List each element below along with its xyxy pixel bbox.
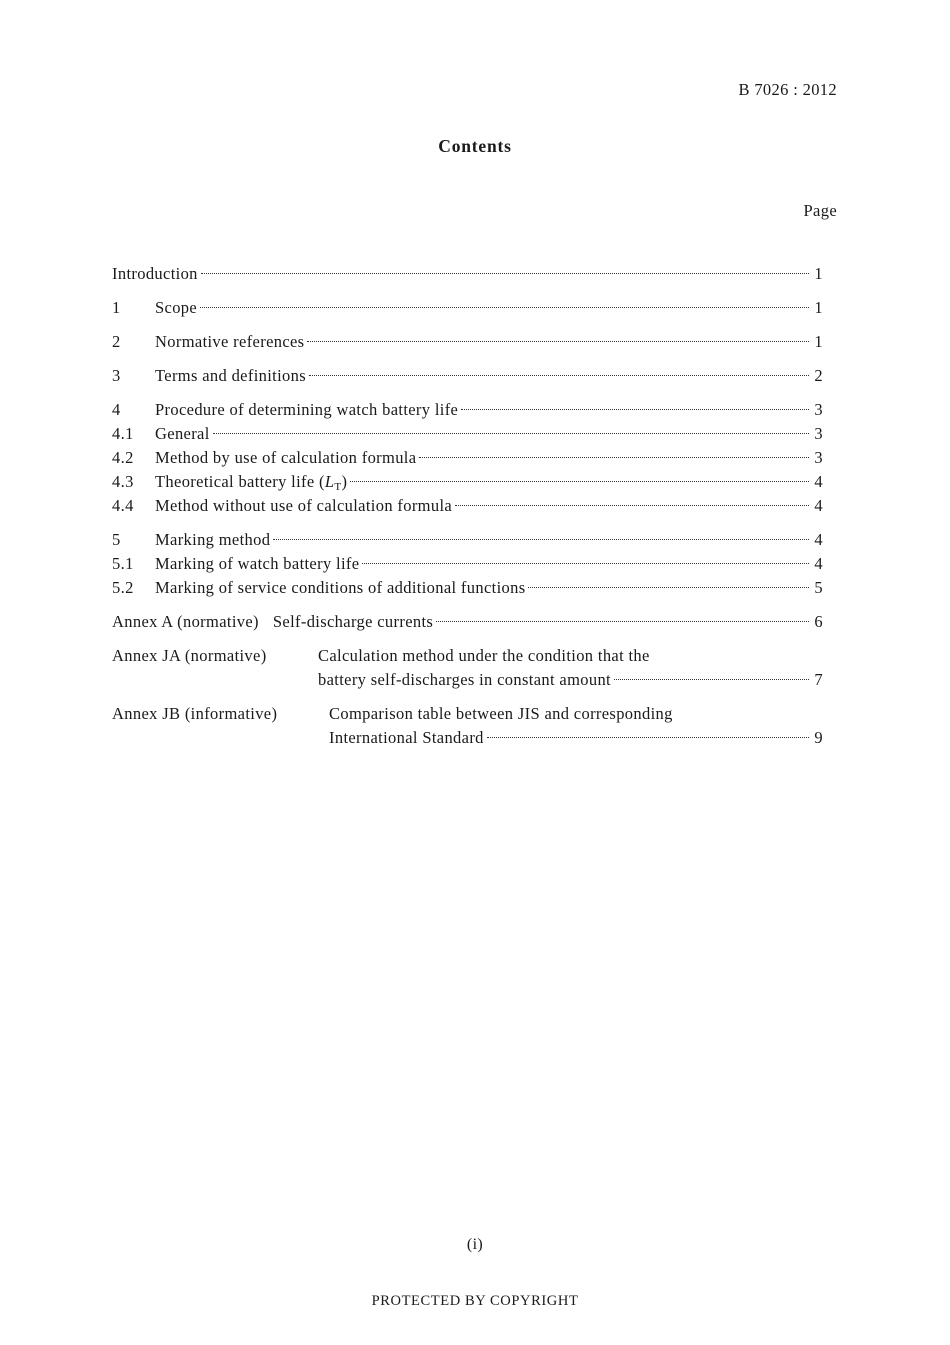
toc-entry-page: 5	[814, 578, 823, 597]
toc-entry-number: 2	[112, 332, 121, 351]
toc-entry-title-line2: International Standard	[329, 728, 484, 747]
toc-entry-page: 3	[814, 424, 823, 443]
dot-leader	[201, 273, 809, 274]
toc-entry-title: Marking of service conditions of additional functions	[155, 578, 526, 597]
toc-entry-page: 1	[814, 264, 823, 283]
toc-entry-number: 4.3	[112, 472, 134, 491]
dot-leader	[455, 505, 809, 506]
dot-leader	[350, 481, 809, 482]
toc-entry-title: Self-discharge currents	[272, 612, 434, 631]
toc-entry-page: 4	[814, 554, 823, 573]
toc-entry-1[interactable]	[112, 296, 823, 320]
dot-leader	[309, 375, 809, 376]
toc-entry-page: 4	[814, 530, 823, 549]
toc-entry-number: 3	[112, 366, 121, 385]
copyright-notice: PROTECTED BY COPYRIGHT	[371, 1293, 579, 1309]
toc-entry-title: Introduction	[112, 264, 198, 283]
annex-label: Annex JB (informative)	[112, 704, 278, 723]
toc-entry-page: 1	[814, 332, 823, 351]
toc-entry-page: 3	[814, 448, 823, 467]
toc-entry-4[interactable]	[112, 398, 823, 422]
dot-leader	[487, 737, 809, 738]
subscript-t: T	[334, 481, 342, 493]
toc-entry-title: Procedure of determining watch battery life	[155, 400, 459, 419]
toc-entry-4-1[interactable]	[112, 422, 823, 446]
toc-entry-page: 2	[814, 366, 823, 385]
toc-entry-4-3[interactable]	[112, 470, 823, 494]
toc-entry-5-2[interactable]	[112, 576, 823, 600]
toc-entry-5[interactable]	[112, 528, 823, 552]
toc-entry-4-2[interactable]	[112, 446, 823, 470]
page-column-label: Page	[803, 201, 837, 220]
toc-entry-title: Method by use of calculation formula	[155, 448, 417, 467]
toc-entry-number: 4	[112, 400, 121, 419]
toc-entry-title: Marking method	[155, 530, 271, 549]
toc-entry-3[interactable]	[112, 364, 823, 388]
dot-leader	[461, 409, 809, 410]
dot-leader	[273, 539, 809, 540]
symbol-l: L	[324, 472, 335, 491]
toc-entry-title-text: Theoretical battery life (	[155, 472, 325, 491]
toc-entry-number: 4.1	[112, 424, 134, 443]
toc-entry-4-4[interactable]	[112, 494, 823, 518]
toc-entry-title	[155, 470, 347, 496]
toc-entry-title: Marking of watch battery life	[155, 554, 360, 573]
toc-entry-title-line1: Calculation method under the condition that the	[318, 646, 650, 665]
dot-leader	[307, 341, 809, 342]
annex-label: Annex A (normative)	[112, 612, 259, 631]
toc-entry-number: 5.1	[112, 554, 134, 573]
table-of-contents	[112, 262, 823, 750]
toc-entry-number: 4.4	[112, 496, 134, 515]
dot-leader	[436, 621, 809, 622]
dot-leader	[614, 679, 809, 680]
toc-entry-page: 9	[814, 728, 823, 747]
toc-entry-5-1[interactable]	[112, 552, 823, 576]
toc-entry-title: Terms and definitions	[155, 366, 306, 385]
toc-entry-page: 4	[814, 472, 823, 491]
page-folio: (i)	[466, 1236, 484, 1253]
toc-entry-annex-jb[interactable]	[112, 702, 823, 750]
toc-entry-page: 4	[814, 496, 823, 515]
toc-entry-title: Method without use of calculation formula	[155, 496, 453, 515]
dot-leader	[213, 433, 809, 434]
toc-entry-page: 3	[814, 400, 823, 419]
toc-entry-number: 1	[112, 298, 121, 317]
toc-entry-number: 4.2	[112, 448, 134, 467]
toc-entry-introduction[interactable]	[112, 262, 823, 286]
dot-leader	[528, 587, 809, 588]
dot-leader	[419, 457, 809, 458]
toc-entry-title-end: )	[341, 472, 348, 491]
toc-entry-2[interactable]	[112, 330, 823, 354]
toc-entry-annex-a[interactable]	[112, 610, 823, 634]
toc-entry-page: 6	[814, 612, 823, 631]
document-id: B 7026 : 2012	[738, 80, 837, 99]
annex-label: Annex JA (normative)	[112, 646, 267, 665]
toc-entry-annex-ja[interactable]	[112, 644, 823, 692]
toc-entry-title: General	[155, 424, 210, 443]
toc-entry-title: Scope	[155, 298, 198, 317]
dot-leader	[362, 563, 809, 564]
dot-leader	[200, 307, 809, 308]
toc-entry-page: 1	[814, 298, 823, 317]
toc-entry-title-line1: Comparison table between JIS and corresponding	[329, 704, 673, 723]
contents-title: Contents	[438, 136, 512, 156]
toc-entry-page: 7	[814, 670, 823, 689]
toc-entry-title-line2: battery self-discharges in constant amount	[318, 670, 611, 689]
toc-entry-number: 5.2	[112, 578, 134, 597]
toc-entry-number: 5	[112, 530, 121, 549]
toc-entry-title: Normative references	[155, 332, 305, 351]
